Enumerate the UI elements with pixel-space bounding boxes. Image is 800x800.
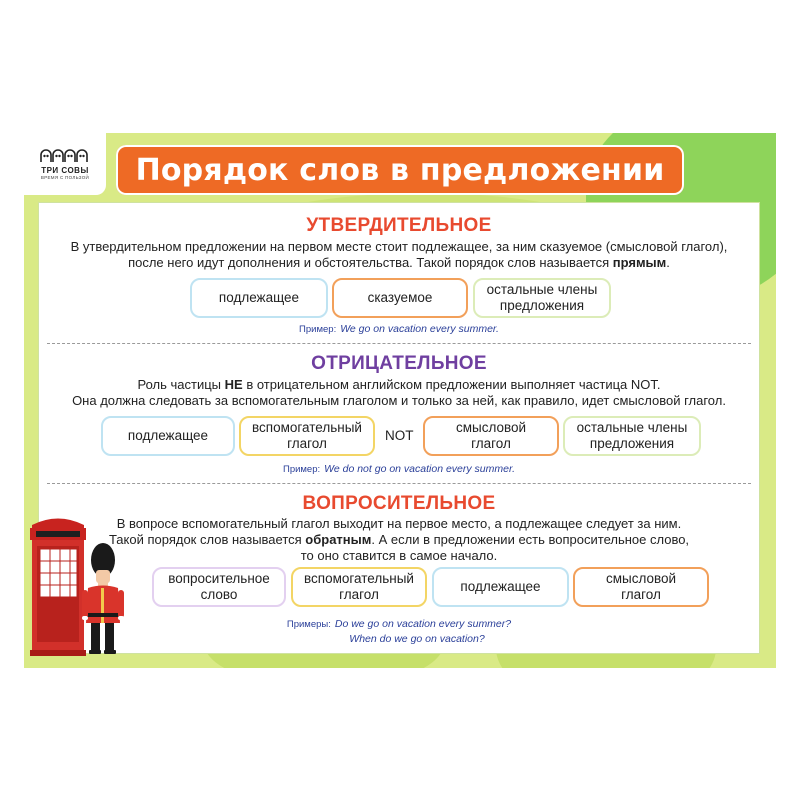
section-heading-interrogative: ВОПРОСИТЕЛЬНОЕ (302, 493, 496, 514)
word-box-subject: подлежащее (190, 278, 328, 318)
bold-term: обратным (305, 532, 372, 547)
brand-tagline: ВРЕМЯ С ПОЛЬЗОЙ (40, 175, 90, 180)
word-box-subject: подлежащее (101, 416, 235, 456)
example-text: We go on vacation every summer. (340, 323, 499, 335)
word-box-predicate: сказуемое (332, 278, 468, 318)
word-box-question-word: вопросительное слово (152, 567, 286, 607)
text-line: Роль частицы НЕ в отрицательном английском предложении выполняет частица NOT. (137, 377, 661, 392)
word-box-main-verb: смысловой глагол (423, 416, 559, 456)
word-box-other-members: остальные члены предложения (563, 416, 701, 456)
example-label: Примеры: (286, 619, 331, 630)
word-box-other-members: остальные члены предложения (473, 278, 611, 318)
text-line: Она должна следовать за вспомогательным глаголом и только за ней, как правило, идет смысловой глагол. (72, 393, 726, 408)
royal-guard-icon (82, 543, 124, 654)
word-box-auxiliary-verb: вспомогательный глагол (291, 567, 427, 607)
text-line: В вопросе вспомогательный глагол выходит на первое место, а подлежащее следует за ним. (116, 516, 682, 531)
text-line: Такой порядок слов называется обратным. А если в предложении есть вопросительное слово, (108, 532, 690, 547)
not-particle: NOT (385, 428, 414, 443)
page-title: Порядок слов в предложении (135, 152, 665, 188)
section-heading-negative: ОТРИЦАТЕЛЬНОЕ (311, 353, 487, 374)
word-box-subject: подлежащее (432, 567, 569, 607)
example-text: When do we go on vacation? (349, 633, 485, 645)
brand-name: ТРИ СОВЫ (41, 166, 89, 175)
bold-term: прямым (612, 255, 667, 270)
text-line: после него идут дополнения и обстоятельства. Такой порядок слов называется прямым. (128, 255, 670, 270)
word-box-auxiliary-verb: вспомогательный глагол (239, 416, 375, 456)
example-text: Do we go on vacation every summer? (334, 618, 512, 630)
text-line: В утвердительном предложении на первом месте стоит подлежащее, за ним сказуемое (смысловой глагол), (70, 239, 728, 254)
text-line: то оно ставится в самое начало. (300, 548, 498, 563)
example-label: Пример: (299, 324, 337, 335)
example-text: We do not go on vacation every summer. (324, 463, 515, 475)
example-label: Пример: (282, 464, 321, 475)
bold-term: НЕ (224, 377, 243, 392)
section-heading-affirmative: УТВЕРДИТЕЛЬНОЕ (306, 215, 492, 236)
word-box-main-verb: смысловой глагол (573, 567, 709, 607)
phone-booth-icon (30, 519, 86, 657)
